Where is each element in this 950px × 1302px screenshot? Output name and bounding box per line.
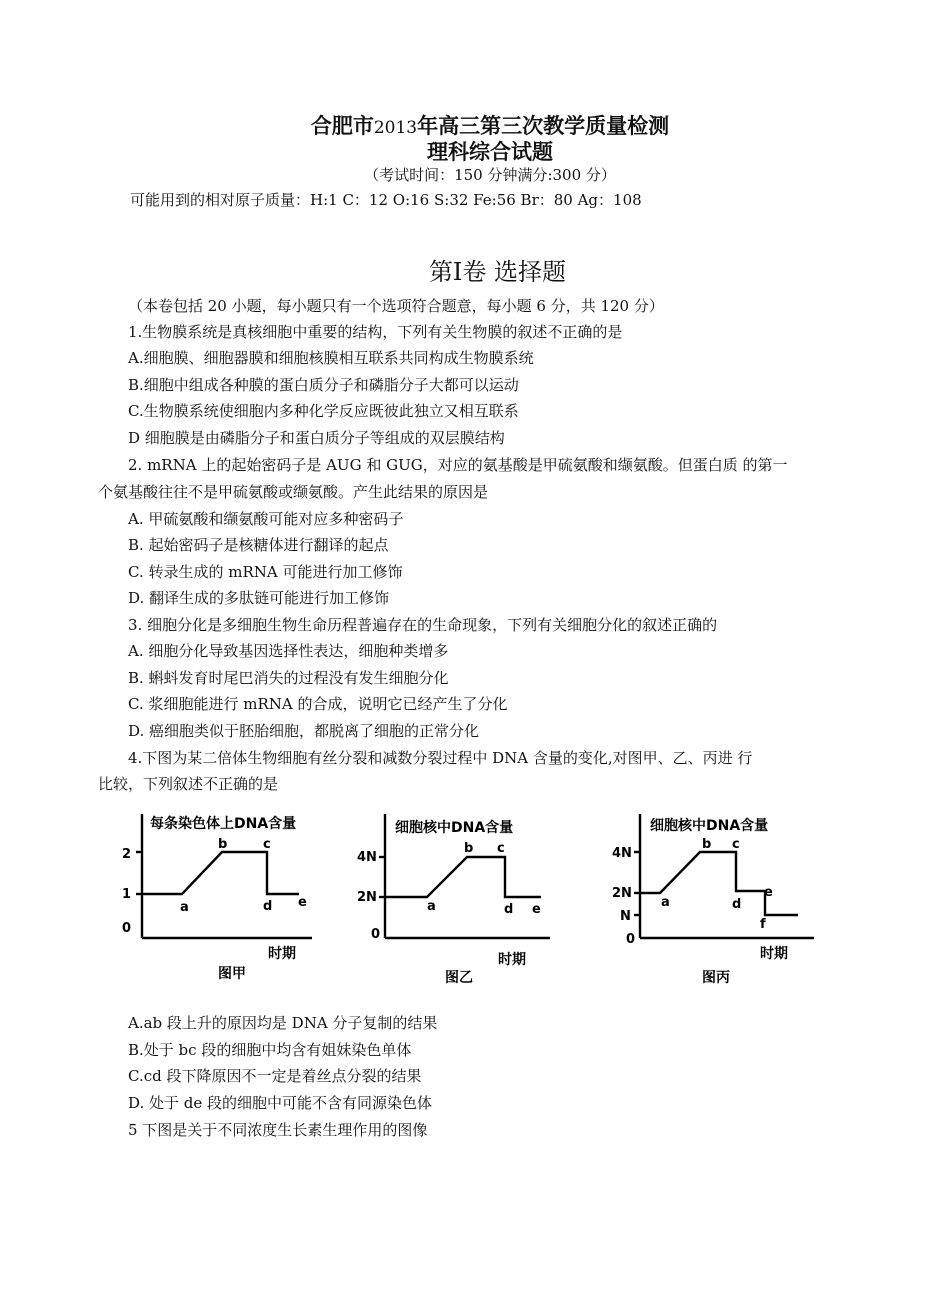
- x-axis-label: 时期: [268, 946, 296, 962]
- q4-stem-line1: 4.下图为某二倍体生物细胞有丝分裂和减数分裂过程中 DNA 含量的变化,对图甲、乙、丙进 行: [128, 749, 753, 767]
- q2-option-c: C. 转录生成的 mRNA 可能进行加工修饰: [128, 563, 403, 581]
- q4-stem-line2: 比较，下列叙述不正确的是: [98, 775, 279, 793]
- y-axis-label: 每条染色体上DNA含量: [150, 816, 297, 832]
- figure-bing: [610, 800, 825, 994]
- figure-caption: 图丙: [702, 970, 730, 986]
- point-label: e: [764, 885, 773, 900]
- section-instructions: （本卷包括 20 小题，每小题只有一个选项符合题意，每小题 6 分，共 120 分）: [128, 297, 664, 315]
- q2-stem-line2: 个氨基酸往往不是甲硫氨酸或缬氨酸。产生此结果的原因是: [98, 483, 489, 501]
- dna-curve: [142, 852, 299, 894]
- point-label: d: [263, 899, 273, 914]
- point-label: e: [298, 895, 307, 910]
- exam-info: （考试时间：150 分钟满分:300 分）: [364, 166, 616, 184]
- q3-option-a: A. 细胞分化导致基因选择性表达，细胞种类增多: [128, 642, 449, 660]
- q4-option-b: B.处于 bc 段的细胞中均含有姐妹染色单体: [128, 1041, 412, 1059]
- point-label: a: [661, 895, 670, 910]
- section-title: 第Ⅰ卷 选择题: [428, 258, 567, 286]
- point-label: b: [702, 837, 712, 852]
- point-label: a: [180, 900, 189, 915]
- point-label: d: [732, 897, 742, 912]
- figure-yi: [355, 800, 555, 994]
- tick-label: 0: [122, 921, 132, 936]
- atomic-masses: 可能用到的相对原子质量：H:1 C：12 O:16 S:32 Fe:56 Br：80 Ag：108: [130, 191, 642, 209]
- dna-curve: [385, 857, 541, 897]
- q3-option-d: D. 癌细胞类似于胚胎细胞，都脱离了细胞的正常分化: [128, 722, 480, 740]
- point-label: a: [427, 899, 436, 914]
- q2-option-d: D. 翻译生成的多肽链可能进行加工修饰: [128, 589, 390, 607]
- tick-label: 4N: [357, 850, 377, 865]
- y-axis-label: 细胞核中DNA含量: [395, 820, 514, 836]
- tick-label: 2N: [357, 890, 377, 905]
- q1-option-b: B.细胞中组成各种膜的蛋白质分子和磷脂分子大都可以运动: [128, 376, 519, 394]
- title-city: 合肥市: [310, 113, 374, 138]
- figure-caption: 图乙: [445, 970, 473, 986]
- q3-option-b: B. 蝌蚪发育时尾巴消失的过程没有发生细胞分化: [128, 669, 449, 687]
- x-axis-label: 时期: [760, 946, 788, 962]
- title-year: 2013: [373, 118, 418, 138]
- title-rest: 年高三第三次教学质量检测: [417, 113, 670, 138]
- tick-label: 0: [626, 932, 636, 947]
- tick-label: 2: [122, 847, 132, 862]
- document-subtitle: 理科综合试题: [427, 139, 553, 164]
- q2-option-b: B. 起始密码子是核糖体进行翻译的起点: [128, 536, 389, 554]
- point-label: b: [218, 837, 228, 852]
- q4-option-c: C.cd 段下降原因不一定是着丝点分裂的结果: [128, 1067, 422, 1085]
- q2-stem-line1: 2. mRNA 上的起始密码子是 AUG 和 GUG，对应的氨基酸是甲硫氨酸和缬氨酸。但蛋白质 的第一: [128, 456, 788, 474]
- point-label: d: [504, 902, 514, 917]
- point-label: e: [532, 902, 541, 917]
- point-label: c: [732, 837, 740, 852]
- tick-label: 4N: [612, 846, 632, 861]
- point-label: c: [497, 841, 505, 856]
- q4-option-a: A.ab 段上升的原因均是 DNA 分子复制的结果: [128, 1014, 438, 1032]
- q4-option-d: D. 处于 de 段的细胞中可能不含有同源染色体: [128, 1094, 433, 1112]
- q1-option-d: D 细胞膜是由磷脂分子和蛋白质分子等组成的双层膜结构: [128, 429, 505, 447]
- q1-option-a: A.细胞膜、细胞器膜和细胞核膜相互联系共同构成生物膜系统: [128, 349, 534, 367]
- tick-label: 2N: [612, 886, 632, 901]
- q1-stem: 1.生物膜系统是真核细胞中重要的结构，下列有关生物膜的叙述不正确的是: [128, 323, 623, 341]
- q5-stem: 5 下图是关于不同浓度生长素生理作用的图像: [128, 1121, 428, 1139]
- tick-label: N: [620, 909, 631, 924]
- x-axis-label: 时期: [498, 952, 526, 968]
- tick-label: 0: [371, 927, 381, 942]
- y-axis-label: 细胞核中DNA含量: [650, 818, 769, 834]
- q3-stem: 3. 细胞分化是多细胞生物生命历程普遍存在的生命现象，下列有关细胞分化的叙述正确的: [128, 616, 718, 634]
- q1-option-c: C.生物膜系统使细胞内多种化学反应既彼此独立又相互联系: [128, 402, 519, 420]
- q3-option-c: C. 浆细胞能进行 mRNA 的合成，说明它已经产生了分化: [128, 695, 508, 713]
- point-label: b: [464, 841, 474, 856]
- q2-option-a: A. 甲硫氨酸和缬氨酸可能对应多种密码子: [128, 510, 404, 528]
- point-label: f: [760, 917, 766, 932]
- figure-jia: [112, 800, 317, 994]
- figure-caption: 图甲: [218, 966, 246, 982]
- point-label: c: [263, 837, 271, 852]
- tick-label: 1: [122, 887, 132, 902]
